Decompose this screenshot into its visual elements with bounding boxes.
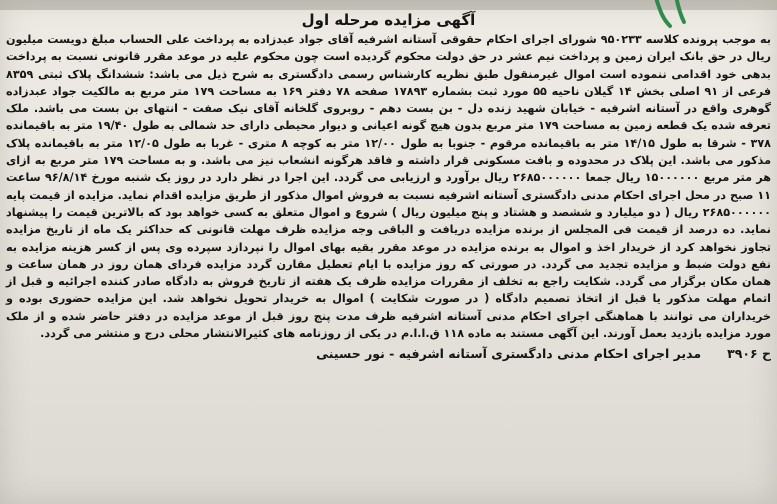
notice-body: به موجب پرونده کلاسه ۹۵۰۲۳۳ شورای اجرای احکام حقوقی آستانه اشرفیه آقای جواد عبدزاده به پرداخت علی الحساب مبلغ دویست میلیون ریال در حق بانک ایران زمین و پرداخت نیم عشر در حق دولت محکوم گردیده است چون محکوم علیه در موعد مقرر قانونی نسبت به پرداخت بدهی خود اقدامی ننموده است اموال غیرمنقول طبق نظریه کارشناس رسمی دادگستری به شرح ذیل می باشد: ششدانگ پلاک ثبتی ۸۳۵۹ فرعی از ۹۱ اصلی بخش ۱۴ گیلان ناحیه ۵۵ مورد ثبت بشماره ۱۷۸۹۳ صفحه ۷۸ دفتر ۱۶۹ به مساحت ۱۷۹ متر مربع به مالکیت جواد عبدزاده گوهری واقع در آستانه اشرفیه - خیابان شهید زنده دل - بن بست دهم - روبروی گلخانه آقای نیک صفت - انتهای بن بست می باشد. ملک تعرفه شده یک قطعه زمین به مساحت ۱۷۹ متر مربع بدون هیچ گونه اعیانی و دیوار محیطی دارای حد شمالی به طول ۱۹/۴۰ متر به باقیمانده ۳۷۸ - شرقا به طول ۱۴/۱۵ متر به باقیمانده مرقوم - جنوبا به طول ۱۲/۰۰ متر به کوچه ۸ متری - غربا به طول ۱۲/۰۵ متر به باقیمانده پلاک مذکور می باشد. این پلاک در محدوده و بافت مسکونی قرار داشته و فاقد هرگونه انشعاب نیز می باشد. و به مساحت ۱۷۹ متر مربع به ازای هر متر مربع ۱۵۰۰۰۰۰۰ ریال جمعا ۲۶۸۵۰۰۰۰۰۰ ریال برآورد و ارزیابی می گردد. این اجرا در نظر دارد در روز یک شنبه مورخ ۹۶/۸/۱۴ ساعت ۱۱ صبح در محل اجرای احکام مدنی دادگستری آستانه اشرفیه نسبت به فروش اموال مذکور از طریق مزایده اقدام نماید. مزایده از قیمت پایه ۲۶۸۵۰۰۰۰۰۰ ریال ( دو میلیارد و ششصد و هشتاد و پنج میلیون ریال ) شروع و اموال متعلق به کسی خواهد بود که بالاترین قیمت را پیشنهاد نماید. ده درصد از قیمت فی المجلس از برنده مزایده دریافت و الباقی وجه مزایده ظرف مهلت قانونی که حداکثر یک ماه از تاریخ مزایده تجاوز نخواهد کرد از خریدار اخذ و اموال به برنده مزایده در موعد مقرر بقیه بهای اموال را نپردازد سپرده وی پس از کسر هزینه مزایده به نفع دولت ضبط و مزایده تجدید می گردد. در صورتی که روز مزایده با ایام تعطیل مقارن گردد مزایده فردای همان روز در همان ساعت و همان مکان برگزار می گردد. شکایت راجع به تخلف از مقررات مزایده ظرف یک هفته از تاریخ فروش به دادگاه صادر کننده اجرائیه و قبل از اتمام مهلت مذکور یا قبل از اتخاذ تصمیم دادگاه ( در صورت شکایت ) اموال به خریدار تحویل نخواهد شد. این مزایده حضوری بوده و خریداران می توانند با هماهنگی اجرای احکام مدنی آستانه اشرفیه ظرف مدت پنج روز قبل از موعد مزایده در دفتر حاضر شده و از ملک مورد مزایده بازدید بعمل آورند. این آگهی مستند به ماده ۱۱۸ ق.ا.ا.م در یکی از روزنامه های کثیرالانتشار محلی درج و منتشر می گردد. [6, 33, 772, 341]
notice-footer [6, 345, 771, 363]
notice-code: ح ۳۹۰۶ [727, 346, 771, 362]
notice-signature: مدیر اجرای احکام مدنی دادگستری آستانه اشرفیه - نور حسینی [316, 346, 702, 362]
notice-title: آگهی مزایده مرحله اول [301, 11, 476, 29]
auction-notice [6, 10, 771, 500]
